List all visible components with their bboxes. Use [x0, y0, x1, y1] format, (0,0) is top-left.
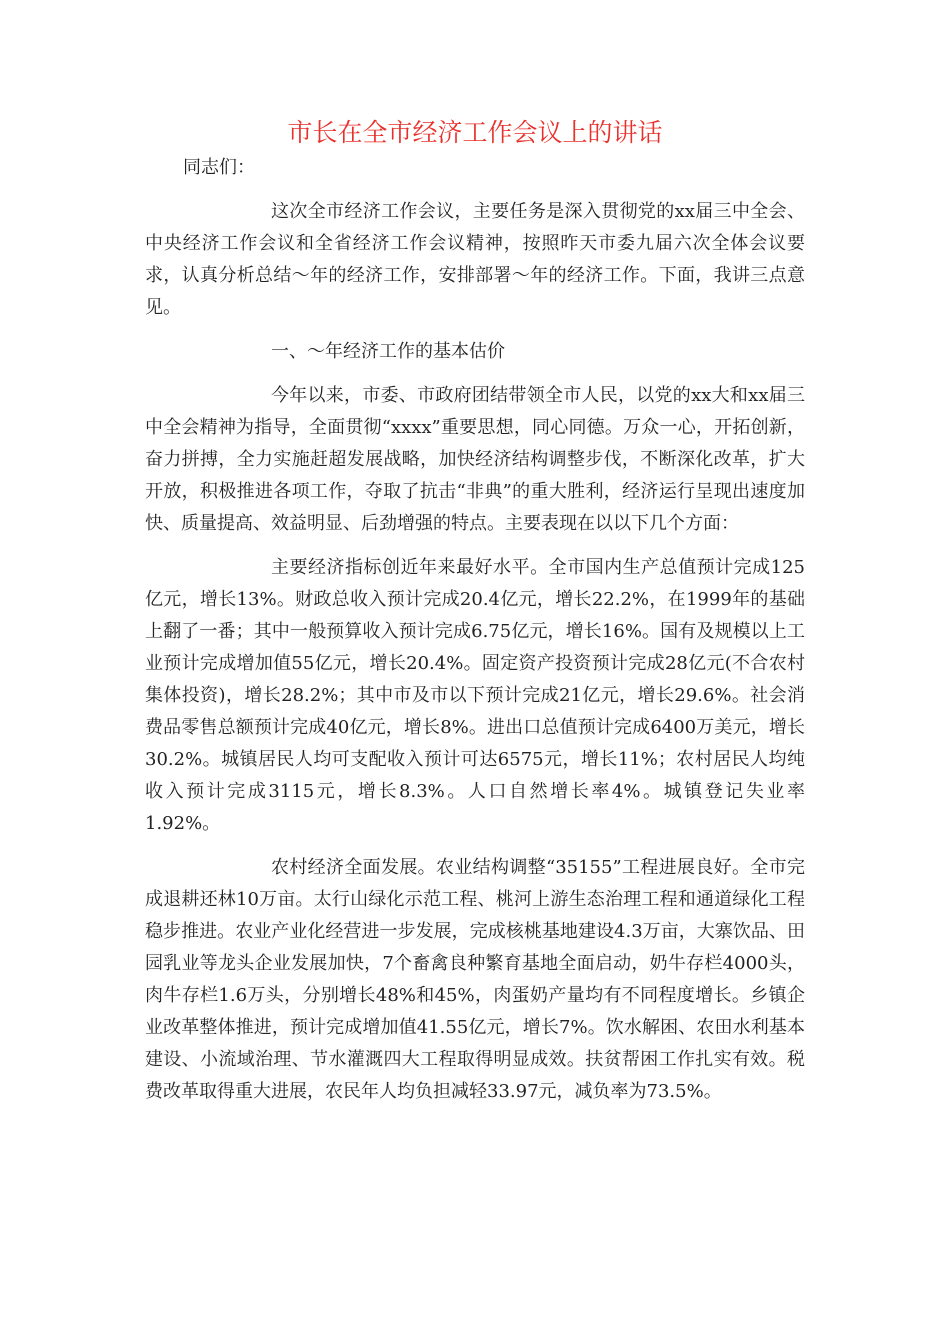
- indicators-paragraph: 主要经济指标创近年来最好水平。全市国内生产总值预计完成125亿元，增长13%。财政总收入预计完成20.4亿元，增长22.2%，在1999年的基础上翻了一番；其中一般预算收入预计完成6.75亿元，增长16%。国有及规模以上工业预计完成增加值55亿元，增长20.4%。固定资产投资预计完成28亿元(不合农村集体投资)，增长28.2%；其中市及市以下预计完成21亿元，增长29.6%。社会消费品零售总额预计完成40亿元，增长8%。进出口总值预计完成6400万美元，增长30.2%。城镇居民人均可支配收入预计可达6575元，增长11%；农村居民人均纯收入预计完成3115元，增长8.3%。人口自然增长率4%。城镇登记失业率1.92%。: [145, 557, 805, 834]
- salutation: 同志们：: [183, 157, 255, 178]
- intro-paragraph: 这次全市经济工作会议，主要任务是深入贯彻党的xx届三中全会、中央经济工作会议和全省经济工作会议精神，按照昨天市委九届六次全体会议要求，认真分析总结～年的经济工作，安排部署～年的经济工作。下面，我讲三点意见。: [145, 201, 805, 318]
- document-body: [145, 152, 805, 1120]
- section-heading-one: 一、～年经济工作的基本估价: [271, 341, 505, 362]
- rural-economy-paragraph: 农村经济全面发展。农业结构调整“35155”工程进展良好。全市完成退耕还林10万亩。太行山绿化示范工程、桃河上游生态治理工程和通道绿化工程稳步推进。农业产业化经营进一步发展，完成核桃基地建设4.3万亩，大寨饮品、田园乳业等龙头企业发展加快，7个畜禽良种繁育基地全面启动，奶牛存栏4000头，肉牛存栏1.6万头，分别增长48%和45%，肉蛋奶产量均有不同程度增长。乡镇企业改革整体推进，预计完成增加值41.55亿元，增长7%。饮水解困、农田水利基本建设、小流域治理、节水灌溉四大工程取得明显成效。扶贫帮困工作扎实有效。税费改革取得重大进展，农民年人均负担减轻33.97元，减负率为73.5%。: [145, 857, 805, 1102]
- document-title: 市长在全市经济工作会议上的讲话: [287, 118, 663, 147]
- overview-paragraph: 今年以来，市委、市政府团结带领全市人民，以党的xx大和xx届三中全会精神为指导，全面贯彻“xxxx”重要思想，同心同德。万众一心，开拓创新，奋力拼搏，全力实施赶超发展战略，加快经济结构调整步伐，不断深化改革，扩大开放，积极推进各项工作，夺取了抗击“非典”的重大胜利，经济运行呈现出速度加快、质量提高、效益明显、后劲增强的特点。主要表现在以以下几个方面：: [145, 385, 805, 534]
